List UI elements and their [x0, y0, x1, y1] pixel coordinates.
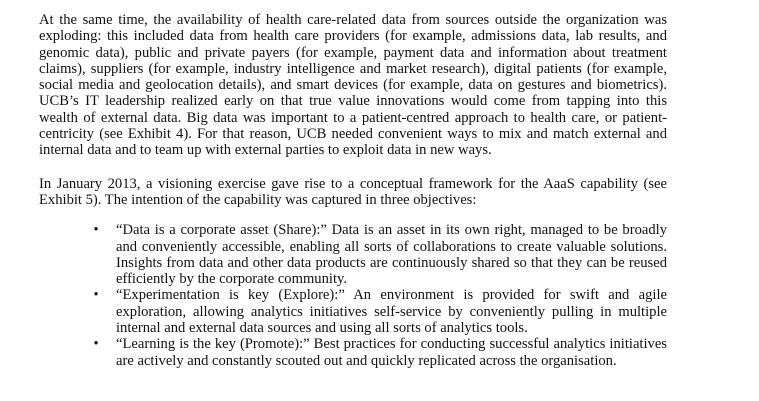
- objective-promote-text: “Learning is the key (Promote):” Best practices for conducting successful analytics initiatives are actively and constantly scouted out and quickly replicated across the organisation.: [116, 336, 667, 369]
- objective-share: [93, 222, 667, 288]
- bullet-icon: •: [93, 336, 99, 353]
- paragraph-external-data: At the same time, the availability of health care-related data from sources outside the organization was exploding: this included data from health care providers (for example, admissions data, lab results, and genomic data), public and private payers (for example, payment data and information about treatment claims), suppliers (for example, industry intelligence and market research), digital patients (for example, social media and geolocation details), and smart devices (for example, data on gestures and biometrics). UCB’s IT leadership realized early on that true value innovations would come from tapping into this wealth of external data. Big data was important to a patient-centred approach to health care, or patient-centricity (see Exhibit 4). For that reason, UCB needed convenient ways to mix and match external and internal data and to team up with external parties to exploit data in new ways.: [39, 12, 667, 159]
- bullet-icon: •: [93, 222, 99, 239]
- objective-promote: [93, 336, 667, 369]
- objectives-list: [39, 222, 667, 369]
- objective-explore-text: “Experimentation is key (Explore):” An environment is provided for swift and agile exploration, allowing analytics initiatives self-service by conveniently pulling in multiple internal and external data sources and using all sorts of analytics tools.: [116, 287, 667, 337]
- bullet-icon: •: [93, 287, 99, 304]
- objective-share-text: “Data is a corporate asset (Share):” Data is an asset in its own right, managed to be broadly and conveniently accessible, enabling all sorts of collaborations to create valuable solutions. Insights from data and other data products are continuously shared so that they can be reused efficiently by the corporate community.: [116, 222, 667, 288]
- objective-explore: [93, 287, 667, 337]
- paragraph-visioning-exercise: In January 2013, a visioning exercise gave rise to a conceptual framework for the AaaS capability (see Exhibit 5). The intention of the capability was captured in three objectives:: [39, 175, 667, 208]
- document-page: [39, 12, 667, 369]
